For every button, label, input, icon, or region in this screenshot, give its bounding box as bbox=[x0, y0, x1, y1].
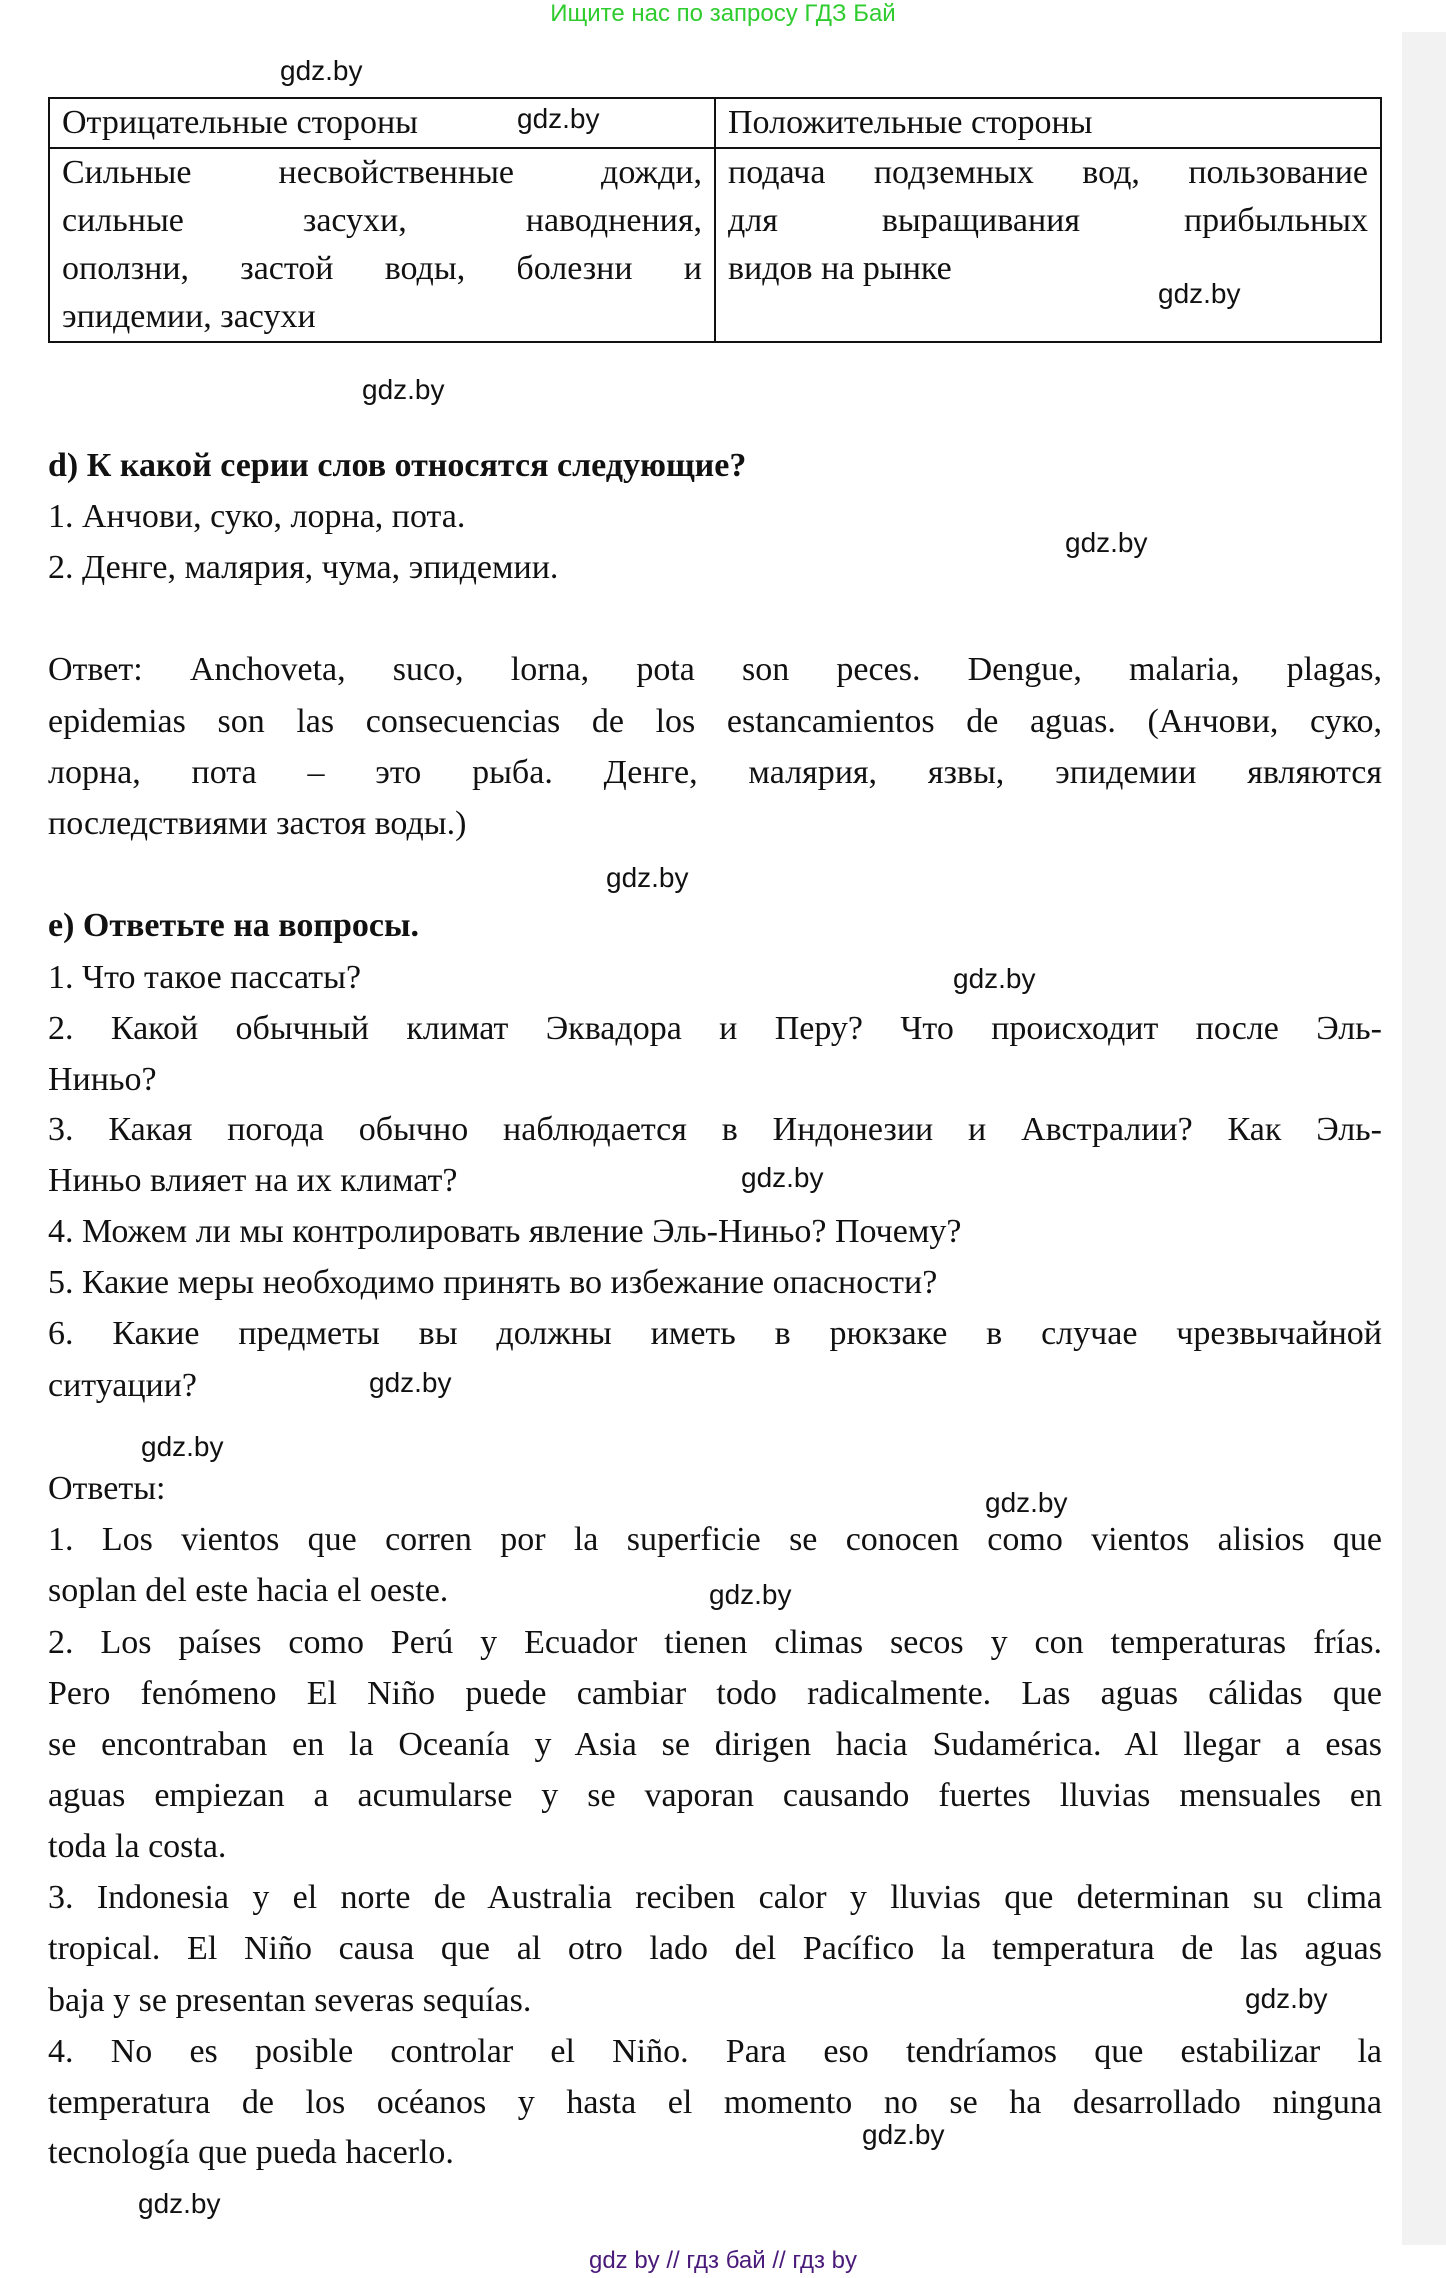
scrollbar-track[interactable] bbox=[1402, 32, 1446, 2245]
answers-heading: Ответы: bbox=[48, 1470, 166, 1507]
watermark: gdz.by bbox=[141, 1431, 224, 1462]
list-item: 2. Денге, малярия, чума, эпидемии. bbox=[48, 549, 559, 586]
answer-line: baja y se presentan severas sequías. bbox=[48, 1982, 532, 2019]
answer-line: лорна, пота – это рыба. Денге, малярия, язвы, эпидемии являются bbox=[48, 754, 1382, 791]
answer-line: temperatura de los océanos y hasta el momento no se ha desarrollado ninguna bbox=[48, 2084, 1382, 2121]
answer-line: 4. No es posible controlar el Niño. Para eso tendríamos que estabilizar la bbox=[48, 2033, 1382, 2070]
answer-line: 2. Los países como Perú y Ecuador tienen climas secos y con temperaturas frías. bbox=[48, 1624, 1382, 1661]
answer-line: aguas empiezan a acumularse y se vaporan causando fuertes lluvias mensuales en bbox=[48, 1777, 1382, 1814]
header-positive: Положительные стороны bbox=[715, 98, 1381, 148]
section-e-heading: e) Ответьте на вопросы. bbox=[48, 907, 420, 944]
answer-line: toda la costa. bbox=[48, 1828, 227, 1865]
footer-links[interactable]: gdz by // гдз бай // гдз by bbox=[588, 2247, 858, 2274]
watermark: gdz.by bbox=[280, 55, 363, 86]
watermark: gdz.by bbox=[953, 963, 1036, 994]
answer-line: 3. Indonesia y el norte de Australia reciben calor y lluvias que determinan su clima bbox=[48, 1879, 1382, 1916]
answer-line: tecnología que pueda hacerlo. bbox=[48, 2134, 454, 2171]
question-line: 1. Что такое пассаты? bbox=[48, 959, 362, 996]
watermark: gdz.by bbox=[862, 2119, 945, 2150]
watermark: gdz.by bbox=[1065, 527, 1148, 558]
cell-negative: Сильные несвойственные дожди, сильные засухи, наводнения, оползни, застой воды, болезни и эпидемии, засухи bbox=[49, 148, 715, 342]
watermark: gdz.by bbox=[741, 1162, 824, 1193]
answer-line: последствиями застоя воды.) bbox=[48, 805, 467, 842]
watermark: gdz.by bbox=[709, 1579, 792, 1610]
question-line: 2. Какой обычный климат Эквадора и Перу? Что происходит после Эль- bbox=[48, 1010, 1382, 1047]
header-negative: Отрицательные стороны bbox=[49, 98, 715, 148]
answer-line: Pero fenómeno El Niño puede cambiar todo radicalmente. Las aguas cálidas que bbox=[48, 1675, 1382, 1712]
answer-line: se encontraban en la Oceanía y Asia se dirigen hacia Sudamérica. Al llegar a esas bbox=[48, 1726, 1382, 1763]
list-item: 1. Анчови, суко, лорна, пота. bbox=[48, 498, 466, 535]
question-line: ситуации? bbox=[48, 1367, 198, 1404]
watermark: gdz.by bbox=[985, 1487, 1068, 1518]
watermark: gdz.by bbox=[369, 1367, 452, 1398]
section-d-heading: d) К какой серии слов относятся следующие? bbox=[48, 447, 747, 484]
question-line: 5. Какие меры необходимо принять во избежание опасности? bbox=[48, 1264, 938, 1301]
watermark: gdz.by bbox=[517, 103, 600, 134]
question-line: 6. Какие предметы вы должны иметь в рюкзаке в случае чрезвычайной bbox=[48, 1315, 1382, 1352]
question-line: 4. Можем ли мы контролировать явление Эль-Ниньо? Почему? bbox=[48, 1213, 962, 1250]
watermark: gdz.by bbox=[138, 2188, 221, 2219]
answer-line: Ответ: Anchoveta, suco, lorna, pota son peces. Dengue, malaria, plagas, bbox=[48, 651, 1382, 688]
watermark: gdz.by bbox=[1158, 278, 1241, 309]
cell-positive: подача подземных вод, пользование для выращивания прибыльных видов на рынке bbox=[715, 148, 1381, 342]
answer-line: soplan del este hacia el oeste. bbox=[48, 1572, 449, 1609]
answer-line: 1. Los vientos que corren por la superficie se conocen como vientos alisios que bbox=[48, 1521, 1382, 1558]
watermark: gdz.by bbox=[362, 374, 445, 405]
question-line: Ниньо влияет на их климат? bbox=[48, 1162, 458, 1199]
answer-line: tropical. El Niño causa que al otro lado del Pacífico la temperatura de las aguas bbox=[48, 1930, 1382, 1967]
watermark: gdz.by bbox=[1245, 1983, 1328, 2014]
question-line: 3. Какая погода обычно наблюдается в Индонезии и Австралии? Как Эль- bbox=[48, 1111, 1382, 1148]
search-banner[interactable]: Ищите нас по запросу ГДЗ Бай bbox=[550, 0, 896, 27]
answer-line: epidemias son las consecuencias de los estancamientos de aguas. (Анчови, суко, bbox=[48, 703, 1382, 740]
question-line: Ниньо? bbox=[48, 1061, 157, 1098]
watermark: gdz.by bbox=[606, 862, 689, 893]
